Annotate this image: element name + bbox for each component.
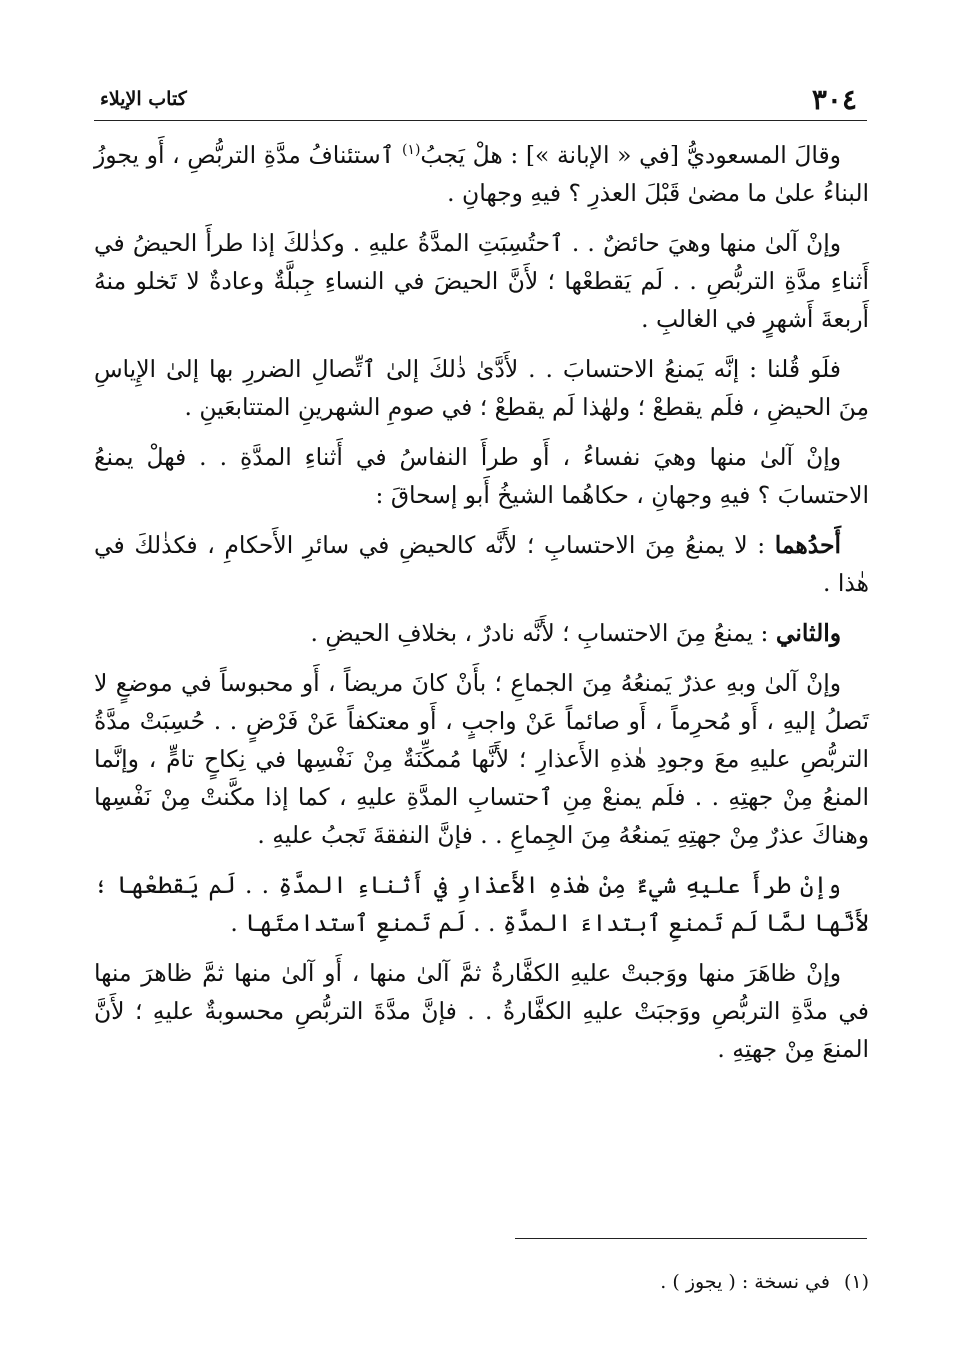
paragraph-text: وإنْ ظاهَرَ منها ووَجبتْ عليهِ الكفَّارةُ ثمَّ آلىٰ منها ، أَو آلىٰ منها ثمَّ ظاهرَ منها في مدَّةِ التربُّصِ ووَجبَتْ عليهِ الكفَّارةُ . . فإنَّ مدَّةَ التربُّصِ محسوبةٌ عليهِ ؛ لأَنَّ المنعَ مِنْ جهتِهِ . (94, 959, 869, 1063)
paragraph (94, 664, 869, 854)
paragraph-lead: أَحدُهما (774, 531, 841, 559)
page-number: ٣٠٤ (811, 82, 857, 116)
main-text (94, 136, 869, 1080)
footnote-reference: (١) (401, 142, 421, 159)
paragraph (94, 526, 869, 602)
page-header (94, 78, 867, 121)
paragraph-text: : يمنعُ مِنَ الاحتسابِ ؛ لأَنَّه نادرٌ ، بخلافِ الحيضِ . (310, 619, 776, 647)
footnote (94, 1268, 869, 1296)
paragraph-text: فلَو قُلنا : إنَّه يَمنعُ الاحتسابَ . . لأَدَّىٰ ذٰلكَ إلىٰ ٱتِّصالِ الضررِ بها إلىٰ الإِياسِ مِنَ الحيضِ ، فلَم يقطعْ ؛ ولهٰذا لَم يقطعْ ؛ في صومِ الشهرينِ المتتابعَينِ . (94, 355, 869, 421)
paragraph (94, 866, 869, 942)
paragraph-text: وإنْ آلىٰ منها وهيَ نفساءُ ، أَو طرأَ النفاسُ في أَثناءِ المدَّةِ . . فهلْ يمنعُ الاحتسابَ ؟ فيهِ وجهانِ ، حكاهُما الشيخُ أَبو إسحاقَ : (94, 443, 869, 509)
paragraph-text: : لا يمنعُ مِنَ الاحتسابِ ؛ لأَنَّه كالحيضِ في سائرِ الأَحكامِ ، فكذٰلكَ في هٰذا . (94, 531, 869, 597)
paragraph (94, 438, 869, 514)
footnote-separator (515, 1238, 867, 1239)
paragraph-text: ٱستئنافُ مدَّةِ التربُّصِ ، أَو يجوزُ البناءُ علىٰ ما مضىٰ قَبْلَ العذرِ ؟ فيهِ وجهانِ . (94, 141, 869, 207)
paragraph-text: وإنْ آلىٰ منها وهيَ حائضٌ . . ٱحتُسِبَتِ المدَّةُ عليهِ . وكذٰلكَ إذا طرأَ الحيضُ في أَثناءِ مدَّةِ التربُّصِ . . لَم يَقطعْها ؛ لأَنَّ الحيضَ في النساءِ جِبلَّةٌ وعادةٌ لا تَخلو منهُ أَربعةَ أَشهرٍ في الغالبِ . (94, 229, 869, 333)
paragraph (94, 954, 869, 1068)
paragraph (94, 350, 869, 426)
running-title: كتاب الإيلاء (100, 88, 187, 110)
paragraph-text: وقالَ المسعوديُّ [في « الإبانة »] : هلْ يَجبُ (420, 141, 841, 169)
paragraph-text: وإنْ طرأَ عليهِ شيءٌ مِنْ هٰذهِ الأَعذارِ في أَثناءِ المدَّةِ . . لَم يَقطعْها ؛ لأَنَّها لمَّا لَم تَمنعِ ٱبتداءَ المدَّةِ . . لَم تَمنعِ ٱستدامتَها . (94, 871, 869, 937)
paragraph-lead: والثاني (775, 619, 841, 647)
paragraph (94, 614, 869, 652)
paragraph-text: وإنْ آلىٰ وبهِ عذرٌ يَمنعُهُ مِنَ الجماعِ ؛ بأَنْ كانَ مريضاً ، أَو محبوساً في موضعٍ لا تَصلُ إليهِ ، أَو مُحرِماً ، أَو صائماً عَنْ واجبٍ ، أَو معتكفاً عَنْ فَرْضٍ . . حُسِبَتْ مدَّةُ التربُّصِ عليهِ معَ وجودِ هٰذهِ الأَعذارِ ؛ لأَنَّها مُمكِّنَةٌ مِنْ نَفْسِها في نِكاحٍ تامٍّ ، وإنَّما المنعُ مِنْ جهتِهِ . . فلَم يمنعْ مِنِ ٱحتسابِ المدَّةِ عليهِ ، كما إذا مكَّنتْ مِنْ نَفْسِها وهناكَ عذرٌ مِنْ جهتِهِ يَمنعُهُ مِنَ الجِماعِ . . فإنَّ النفقةَ تَجبُ عليهِ . (94, 669, 869, 849)
footnote-number: (١) (843, 1271, 869, 1293)
footnote-text: في نسخة : ( يجوز ) . (660, 1271, 830, 1293)
paragraph (94, 224, 869, 338)
paragraph (94, 136, 869, 212)
